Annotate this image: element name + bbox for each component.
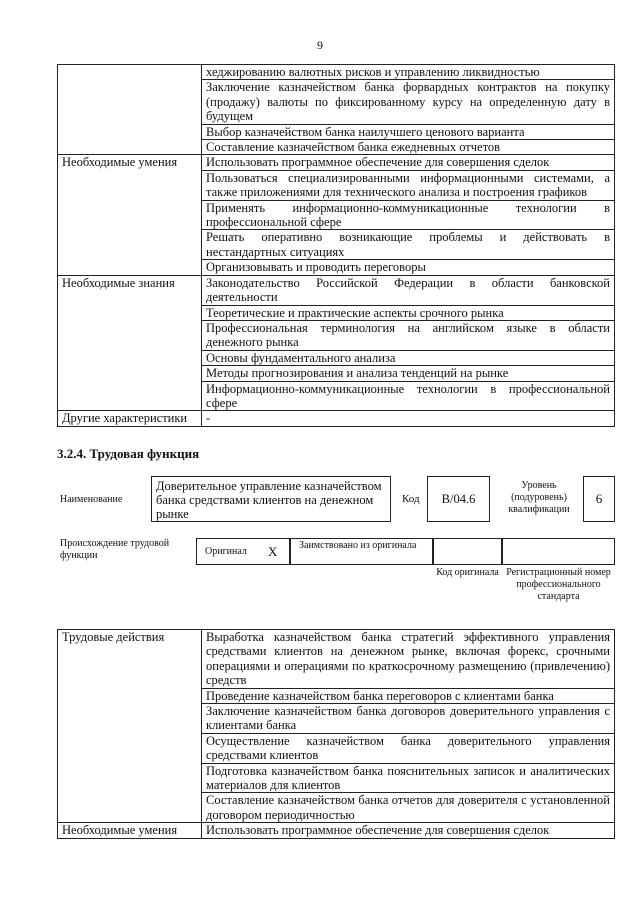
table-row	[58, 411, 615, 426]
table-row	[58, 733, 615, 763]
row-label	[58, 350, 202, 365]
table-row	[58, 366, 615, 381]
table-row	[58, 275, 615, 305]
original-label: Оригинал	[205, 546, 247, 557]
row-text: хеджированию валютных рисков и управлению ликвидностью	[202, 65, 615, 80]
table-row	[58, 630, 615, 689]
row-label	[58, 80, 202, 124]
table-row	[58, 155, 615, 170]
row-label	[58, 688, 202, 703]
origin-label: Происхождение трудовой функции	[60, 538, 170, 561]
table-row	[58, 823, 615, 838]
row-text: Профессиональная терминология на английском языке в области денежного рынка	[202, 320, 615, 350]
table-row	[58, 124, 615, 139]
row-text: Составление казначейством банка ежедневных отчетов	[202, 140, 615, 155]
row-text: Методы прогнозирования и анализа тенденций на рынке	[202, 366, 615, 381]
row-label	[58, 230, 202, 260]
row-label	[58, 200, 202, 230]
table-row	[58, 170, 615, 200]
table-row	[58, 140, 615, 155]
row-label: Другие характеристики	[58, 411, 202, 426]
row-text: Использовать программное обеспечение для совершения сделок	[202, 155, 615, 170]
table-row	[58, 200, 615, 230]
row-text: Пользоваться специализированными информационными системами, а также приложениями для технического анализа и построения графиков	[202, 170, 615, 200]
code-original-caption: Код оригинала	[436, 567, 499, 578]
row-text: Теоретические и практические аспекты срочного рынка	[202, 305, 615, 320]
row-text: Применять информационно-коммуникационные технологии в профессиональной сфере	[202, 200, 615, 230]
table-row	[58, 305, 615, 320]
row-text: Выработка казначейством банка стратегий эффективного управления средствами клиентов на денежном рынке, включая форекс, срочными операциями и операциями по краткосрочному размещению (привлечению) средств	[202, 630, 615, 689]
row-text: Составление казначейством банка отчетов для доверителя с установленной договором периодичностью	[202, 793, 615, 823]
table-row	[58, 381, 615, 411]
original-cell	[196, 538, 290, 565]
row-label	[58, 65, 202, 80]
row-label	[58, 366, 202, 381]
reg-number-cell	[502, 538, 615, 565]
original-mark: X	[268, 544, 278, 559]
page-number: 9	[317, 38, 323, 52]
row-label	[58, 320, 202, 350]
row-text: Подготовка казначейством банка пояснительных записок и аналитических материалов для клиентов	[202, 763, 615, 793]
row-text: Решать оперативно возникающие проблемы и действовать в нестандартных ситуациях	[202, 230, 615, 260]
row-label	[58, 793, 202, 823]
row-label	[58, 260, 202, 275]
row-text: Информационно-коммуникационные технологии в профессиональной сфере	[202, 381, 615, 411]
name-value: Доверительное управление казначейством банка средствами клиентов на денежном рынке	[151, 476, 391, 522]
code-original-cell	[433, 538, 502, 565]
competency-table	[57, 64, 615, 427]
reg-number-caption: Регистрационный номер профессионального стандарта	[506, 567, 611, 602]
borrowed-label: Заимствовано из оригинала	[299, 540, 417, 551]
row-text: -	[202, 411, 615, 426]
row-label: Необходимые умения	[58, 155, 202, 170]
table-row	[58, 688, 615, 703]
row-text: Заключение казначейством банка форвардных контрактов на покупку (продажу) валюты по фиксированному курсу на определенную дату в будущем	[202, 80, 615, 124]
code-label: Код	[402, 493, 420, 505]
row-label	[58, 733, 202, 763]
table-row	[58, 320, 615, 350]
table-row	[58, 763, 615, 793]
row-label	[58, 704, 202, 734]
row-text: Осуществление казначейством банка доверительного управления средствами клиентов	[202, 733, 615, 763]
row-label: Трудовые действия	[58, 630, 202, 689]
table-row	[58, 260, 615, 275]
labor-actions-table	[57, 629, 615, 839]
row-label	[58, 140, 202, 155]
row-text: Основы фундаментального анализа	[202, 350, 615, 365]
table-row	[58, 230, 615, 260]
row-label: Необходимые умения	[58, 823, 202, 838]
table-row	[58, 65, 615, 80]
section-heading: 3.2.4. Трудовая функция	[57, 446, 200, 461]
table-row	[58, 350, 615, 365]
code-value: B/04.6	[427, 476, 490, 522]
row-label	[58, 763, 202, 793]
name-label: Наименование	[60, 494, 123, 505]
row-text: Выбор казначейством банка наилучшего ценового варианта	[202, 124, 615, 139]
borrowed-cell	[290, 538, 433, 565]
row-text: Использовать программное обеспечение для совершения сделок	[202, 823, 615, 838]
row-text: Проведение казначейством банка переговоров с клиентами банка	[202, 688, 615, 703]
level-value: 6	[583, 476, 615, 522]
level-label: Уровень (подуровень) квалификации	[508, 480, 570, 515]
table-row	[58, 793, 615, 823]
row-label	[58, 381, 202, 411]
row-text: Заключение казначейством банка договоров доверительного управления с клиентами банка	[202, 704, 615, 734]
row-label: Необходимые знания	[58, 275, 202, 305]
row-label	[58, 170, 202, 200]
row-text: Законодательство Российской Федерации в области банковской деятельности	[202, 275, 615, 305]
table-row	[58, 704, 615, 734]
table-row	[58, 80, 615, 124]
row-label	[58, 124, 202, 139]
row-text: Организовывать и проводить переговоры	[202, 260, 615, 275]
row-label	[58, 305, 202, 320]
